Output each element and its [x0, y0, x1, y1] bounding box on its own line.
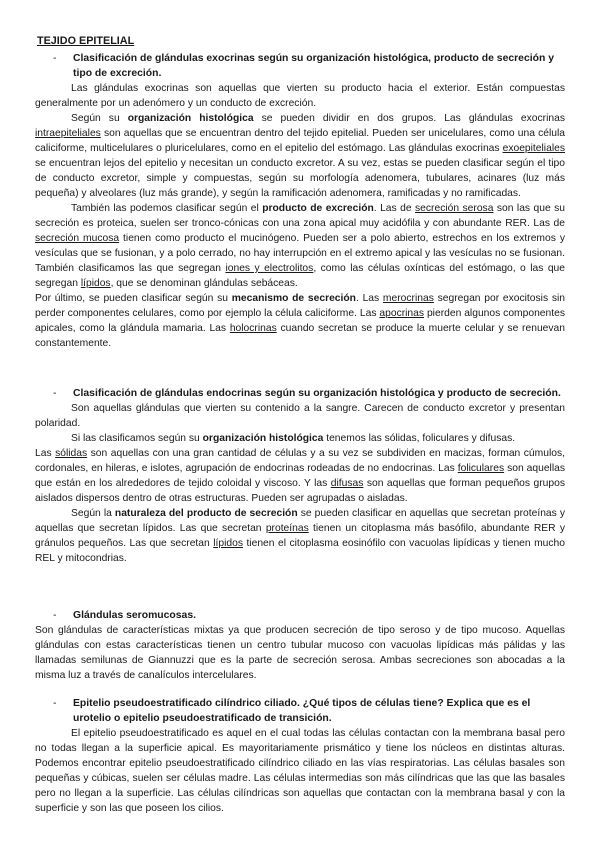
section-heading: - Clasificación de glándulas exocrinas según su organización histológica, producto de secreción y tipo de excreción.	[53, 53, 554, 79]
list-dash: -	[53, 610, 57, 621]
paragraph: Si las clasificamos según su organización histológica tenemos las sólidas, foliculares y difusas.	[71, 433, 516, 444]
paragraph: Son glándulas de características mixtas ya que producen secreción de tipo seroso y de tipo mucoso. Aquellas glándulas con estas características tienen un centro tubular mucoso con vacuolas lipídicas más pálidas y las llamadas semilunas de Giannuzzi que es la parte de secreción serosa. Ambas secreciones son abocadas a la misma luz a través de canalículos intercelulares.	[35, 625, 565, 681]
paragraph: También las podemos clasificar según el producto de excreción. Las de secreción serosa son las que su secreción es proteica, suelen ser tronco-cónicas con una zona apical muy acidófila y con abundante RER. Las de secreción mucosa tienen como producto el mucinógeno. Pueden ser a polo abierto, estrechos en los extremos y vesículas que se fusionan, y a polo cerrado, no hay interrupción en el extremo apical y las vesículas no se fusionan. También clasificamos las que segregan iones y electrolitos, como las células oxínticas del estómago, o las que segregan lípidos, que se denominan glándulas sebáceas.	[35, 203, 566, 289]
list-dash: -	[53, 698, 57, 709]
paragraph: Las glándulas exocrinas son aquellas que vierten su producto hacia el exterior. Están compuestas generalmente por un adenómero y un conducto de excreción.	[35, 83, 565, 109]
section-exocrine	[35, 51, 565, 351]
paragraph: Las sólidas son aquellas con una gran cantidad de células y a su vez se subdividen en macizas, forman cúmulos, cordonales, en hileras, e islotes, agrupación de endocrinas rodeadas de no endocrinas. Las foliculares son aquellas que están en los alrededores de tejido coloidal y viscoso. Y las difusas son aquellas que forman pequeños grupos aislados dispersos dentro de otras estructuras. Pueden ser agrupadas o aisladas.	[35, 448, 565, 504]
list-dash: -	[53, 53, 57, 64]
section-seromucous	[35, 608, 565, 683]
section-heading: - Epitelio pseudoestratificado cilíndrico ciliado. ¿Qué tipos de células tiene? Explica que es el urotelio o epitelio pseudoestratificado de transición.	[53, 698, 531, 724]
paragraph: Por último, se pueden clasificar según su mecanismo de secreción. Las merocrinas segregan por exocitosis sin perder componentes celulares, como por ejemplo la célula caliciforme. Las apocrinas pierden algunos componentes apicales, como la glándula mamaria. Las holocrinas cuando secretan se produce la muerte celular y se renuevan constantemente.	[35, 293, 566, 349]
paragraph: Son aquellas glándulas que vierten su contenido a la sangre. Carecen de conducto excretor y presentan polaridad.	[35, 403, 565, 429]
section-heading: - Glándulas seromucosas.	[53, 610, 197, 621]
section-pseudostratified	[35, 696, 565, 816]
document-title: TEJIDO EPITELIAL	[37, 35, 135, 47]
section-endocrine	[35, 386, 565, 566]
paragraph: El epitelio pseudoestratificado es aquel en el cual todas las células contactan con la membrana basal pero no todas llegan a la superficie apical. Es mayoritariamente prismático y tiene los núcleos en distintas alturas. Podemos encontrar epitelio pseudoestratificado cilíndrico ciliado en las vías respiratorias. Las células basales son pequeñas y cúbicas, suelen ser células madre. Las células intermedias son más cilíndricas que las que las basales pero no llegan a la superficie. Las células cilíndricas son aquellas que contactan con la membrana basal y con la superficie y son las que poseen los cilios.	[35, 728, 565, 814]
section-heading: - Clasificación de glándulas endocrinas según su organización histológica y producto de secreción.	[53, 388, 561, 399]
paragraph: Según su organización histológica se pueden dividir en dos grupos. Las glándulas exocrinas intraepiteliales son aquellas que se encuentran dentro del tejido epitelial. Pueden ser unicelulares, como una célula caliciforme, multicelulares o pluricelulares, como en el epitelio del estómago. Las glándulas exocrinas exoepiteliales se encuentran lejos del epitelio y necesitan un conducto excretor. A su vez, estas se pueden clasificar según el tipo de conducto excretor, simple y compuestas, según su morfología adenomera, tubulares, acinares (luz más pequeña) y alveolares (luz más grande), y según la ramificación adenomera, ramificadas y no ramificadas.	[35, 113, 565, 199]
list-dash: -	[53, 388, 57, 399]
paragraph: Según la naturaleza del producto de secreción se pueden clasificar en aquellas que secretan proteínas y aquellas que secretan lípidos. Las que secretan proteínas tienen un citoplasma más basófilo, abundante RER y gránulos pequeños. Las que secretan lípidos tienen el citoplasma eosinófilo con vacuolas lipídicas y tienen mucho REL y mitocondrias.	[35, 508, 565, 564]
